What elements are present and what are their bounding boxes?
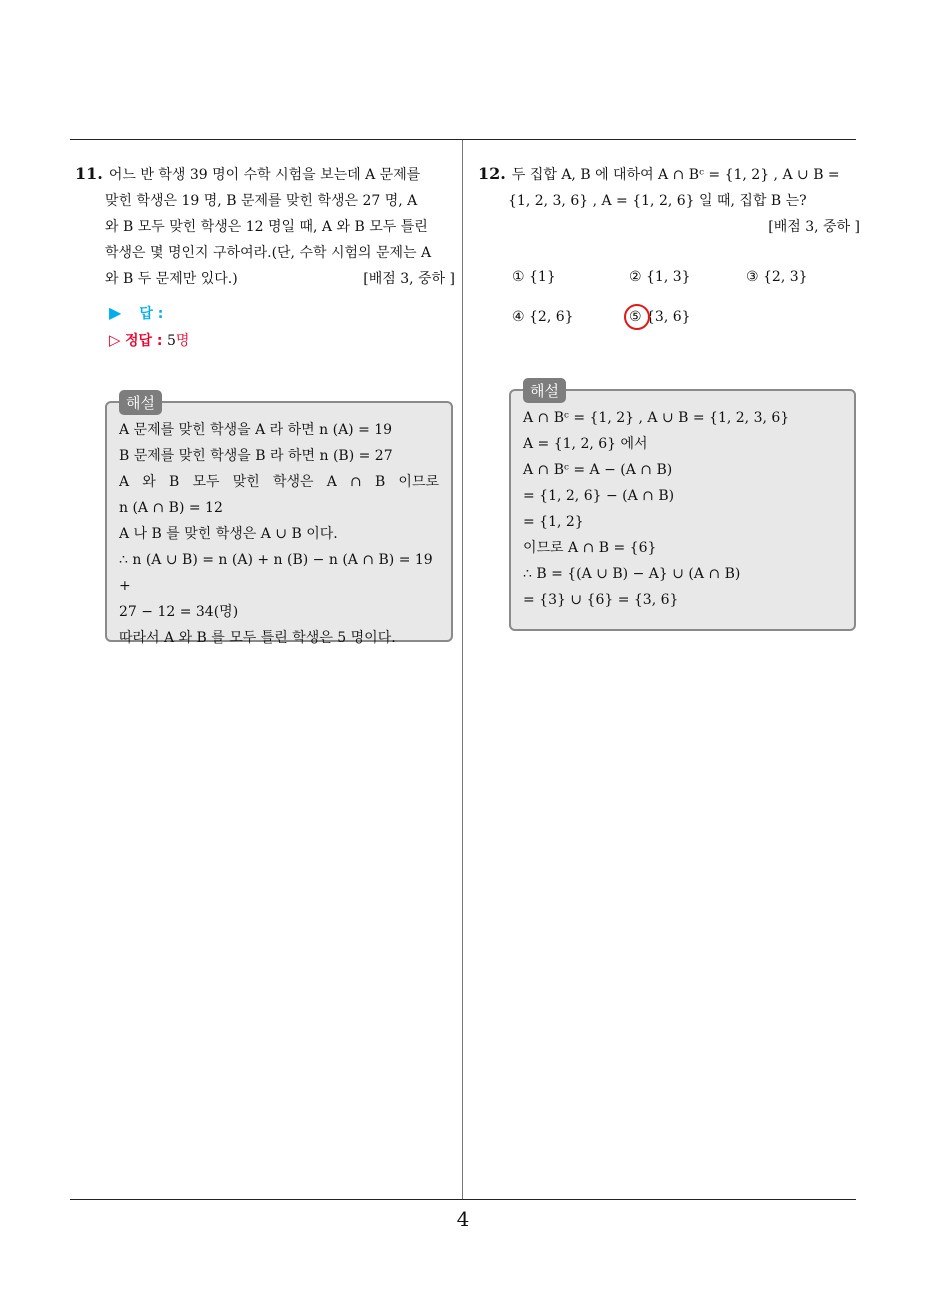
explanation-box-11 [105,394,453,646]
points-label: [배점 3, 중하 ] [768,219,860,235]
explanation-line: A 와 B 모두 맞힌 학생은 A ∩ B 이므로 [119,474,439,490]
explanation-line: B 문제를 맞힌 학생을 B 라 하면 n (B) = 27 [119,448,393,464]
correct-answer-row [109,327,455,354]
play-triangle-icon: ▶ [109,303,122,322]
explanation-line: A 문제를 맞힌 학생을 A 라 하면 n (A) = 19 [119,422,393,438]
outline-triangle-icon: ▷ [109,331,121,349]
choice-4[interactable] [512,305,574,329]
question-line: 와 B 두 문제만 있다.) [105,271,238,287]
header-rule [70,139,856,140]
question-line: 어느 반 학생 39 명이 수학 시험을 보는데 A 문제를 [108,167,421,183]
question-line: 두 집합 A, B 에 대하여 A ∩ Bᶜ = {1, 2} , A ∪ B = [511,167,840,183]
choice-2[interactable] [629,265,691,289]
explanation-line: 27 − 12 = 34(명) [119,604,239,620]
question-11-text [75,161,455,292]
correct-unit: 명 [175,333,190,349]
choice-3[interactable] [746,265,808,289]
explanation-tag: 해설 [523,378,566,403]
question-line: 학생은 몇 명인지 구하여라.(단, 수학 시험의 문제는 A [105,245,432,261]
correct-value: 5 [166,333,176,349]
explanation-line: 따라서 A 와 B 를 모두 틀린 학생은 5 명이다. [119,630,396,646]
choice-mark: ① [512,269,525,285]
explanation-line: ∴ n (A ∪ B) = n (A) + n (B) − n (A ∩ B) = 19 + [119,552,433,594]
choice-mark: ④ [512,309,525,325]
question-11 [75,161,455,354]
choice-5[interactable] [629,305,691,329]
footer-rule [70,1199,856,1200]
choice-text: {2, 6} [529,309,574,325]
choice-1[interactable] [512,265,556,289]
question-line: 맞힌 학생은 19 명, B 문제를 맞힌 학생은 27 명, A [105,193,418,209]
question-number: 12. [478,164,506,183]
explanation-line: ∴ B = {(A ∪ B) − A} ∪ (A ∩ B) [523,566,741,582]
question-12 [478,161,860,240]
explanation-line: 이므로 A ∩ B = {6} [523,540,657,556]
explanation-line: A = {1, 2, 6} 에서 [523,436,648,452]
page-number: 4 [456,1207,470,1231]
explanation-line: A 나 B 를 맞힌 학생은 A ∪ B 이다. [119,526,338,542]
question-line: 와 B 모두 맞힌 학생은 12 명일 때, A 와 B 모두 틀린 [105,219,428,235]
explanation-line: A ∩ Bᶜ = A − (A ∩ B) [523,462,673,478]
answer-label: 답 : [139,306,164,322]
choice-mark: ③ [746,269,759,285]
choice-text: {3, 6} [646,309,691,325]
explanation-box-12 [509,382,856,631]
answer-row [109,300,455,327]
explanation-line: = {3} ∪ {6} = {3, 6} [523,592,679,608]
explanation-line: = {1, 2} [523,514,584,530]
choice-mark: ⑤ [629,309,642,325]
selected-circle-icon [624,304,650,330]
choice-mark: ② [629,269,642,285]
choice-text: {1} [529,269,556,285]
explanation-line: n (A ∩ B) = 12 [119,500,223,516]
question-line: {1, 2, 3, 6} , A = {1, 2, 6} 일 때, 집합 B 는? [508,193,807,209]
column-divider [462,140,463,1200]
explanation-line: A ∩ Bᶜ = {1, 2} , A ∪ B = {1, 2, 3, 6} [523,410,790,426]
choice-text: {2, 3} [763,269,808,285]
points-label: [배점 3, 중하 ] [363,271,455,287]
choice-text: {1, 3} [646,269,691,285]
correct-label: 정답 : [125,333,163,349]
explanation-tag: 해설 [119,390,162,415]
question-12-text [478,161,860,214]
question-number: 11. [75,164,103,183]
explanation-line: = {1, 2, 6} − (A ∩ B) [523,488,675,504]
